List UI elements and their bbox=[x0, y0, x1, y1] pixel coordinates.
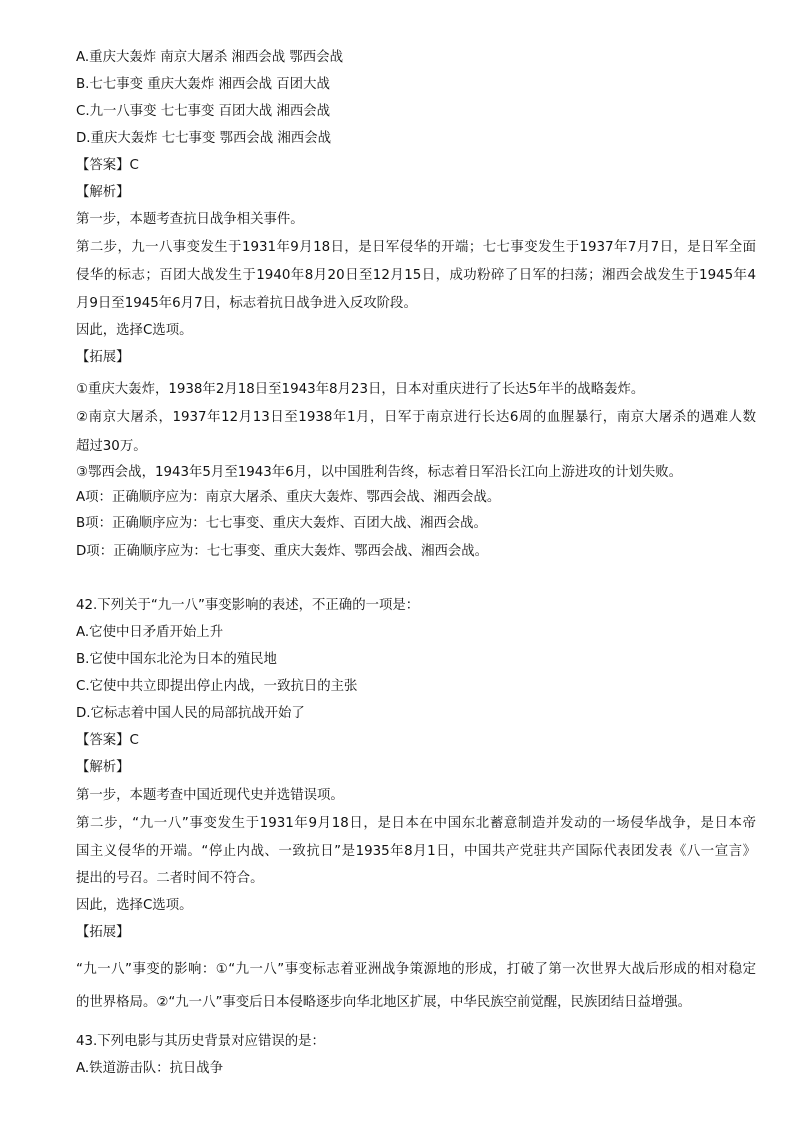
q42-extension-line: 的世界格局。②“九一八”事变后日本侵略逐步向华北地区扩展，中华民族空前觉醒，民族团结日益增强。 bbox=[76, 995, 692, 1010]
q41-analysis-line: 侵华的标志；百团大战发生于1940年8月20日至12月15日，成功粉碎了日军的扫荡；湘西会战发生于1945年4 bbox=[76, 268, 756, 283]
q41-option-c: C.九一八事变 七七事变 百团大战 湘西会战 bbox=[76, 104, 331, 119]
q43-option-a: A.铁道游击队：抗日战争 bbox=[76, 1061, 224, 1076]
q41-extension-line: D项：正确顺序应为：七七事变、重庆大轰炸、鄂西会战、湘西会战。 bbox=[76, 544, 489, 559]
q41-option-b: B.七七事变 重庆大轰炸 湘西会战 百团大战 bbox=[76, 77, 330, 92]
q42-extension-heading: 【拓展】 bbox=[76, 925, 130, 940]
q43-stem: 43.下列电影与其历史背景对应错误的是： bbox=[76, 1034, 325, 1049]
q41-extension-line: 超过30万。 bbox=[76, 439, 147, 454]
q41-extension-heading: 【拓展】 bbox=[76, 350, 130, 365]
q41-extension-line: ③鄂西会战，1943年5月至1943年6月，以中国胜利告终，标志着日军沿长江向上游进攻的计划失败。 bbox=[76, 465, 683, 480]
q42-analysis-heading: 【解析】 bbox=[76, 760, 130, 775]
q41-analysis-line: 第二步，九一八事变发生于1931年9月18日，是日军侵华的开端；七七事变发生于1937年7月7日，是日军全面 bbox=[76, 240, 756, 255]
q42-answer: 【答案】C bbox=[76, 733, 139, 748]
q42-option-c: C.它使中共立即提出停止内战，一致抗日的主张 bbox=[76, 679, 358, 694]
q41-extension-line: ②南京大屠杀，1937年12月13日至1938年1月，日军于南京进行长达6周的血腥暴行，南京大屠杀的遇难人数 bbox=[76, 410, 756, 425]
q42-option-d: D.它标志着中国人民的局部抗战开始了 bbox=[76, 706, 305, 721]
q41-analysis-line: 因此，选择C选项。 bbox=[76, 323, 193, 338]
q42-analysis-line: 第二步，“九一八”事变发生于1931年9月18日，是日本在中国东北蓄意制造并发动的一场侵华战争，是日本帝 bbox=[76, 816, 756, 831]
q42-extension-line: “九一八”事变的影响：①“九一八”事变标志着亚洲战争策源地的形成，打破了第一次世界大战后形成的相对稳定 bbox=[76, 962, 756, 977]
q41-extension-line: A项：正确顺序应为：南京大屠杀、重庆大轰炸、鄂西会战、湘西会战。 bbox=[76, 490, 501, 505]
q42-stem: 42.下列关于“九一八”事变影响的表述，不正确的一项是： bbox=[76, 598, 420, 613]
q42-analysis-line: 第一步，本题考查中国近现代史并选错误项。 bbox=[76, 788, 344, 803]
q41-extension-line: B项：正确顺序应为：七七事变、重庆大轰炸、百团大战、湘西会战。 bbox=[76, 516, 487, 531]
q42-analysis-line: 提出的号召。二者时间不符合。 bbox=[76, 871, 264, 886]
q41-analysis-line: 第一步，本题考查抗日战争相关事件。 bbox=[76, 212, 304, 227]
q42-analysis-line: 国主义侵华的开端。“停止内战、一致抗日”是1935年8月1日，中国共产党驻共产国际代表团发表《八一宣言》 bbox=[76, 844, 756, 859]
q41-option-d: D.重庆大轰炸 七七事变 鄂西会战 湘西会战 bbox=[76, 131, 331, 146]
q41-option-a: A.重庆大轰炸 南京大屠杀 湘西会战 鄂西会战 bbox=[76, 50, 343, 65]
q41-analysis-heading: 【解析】 bbox=[76, 185, 130, 200]
q41-answer: 【答案】C bbox=[76, 158, 139, 173]
q41-extension-line: ①重庆大轰炸，1938年2月18日至1943年8月23日，日本对重庆进行了长达5年半的战略轰炸。 bbox=[76, 382, 645, 397]
q42-option-b: B.它使中国东北沦为日本的殖民地 bbox=[76, 652, 277, 667]
q41-analysis-line: 月9日至1945年6月7日，标志着抗日战争进入反攻阶段。 bbox=[76, 296, 417, 311]
q42-option-a: A.它使中日矛盾开始上升 bbox=[76, 625, 224, 640]
q42-analysis-line: 因此，选择C选项。 bbox=[76, 898, 193, 913]
